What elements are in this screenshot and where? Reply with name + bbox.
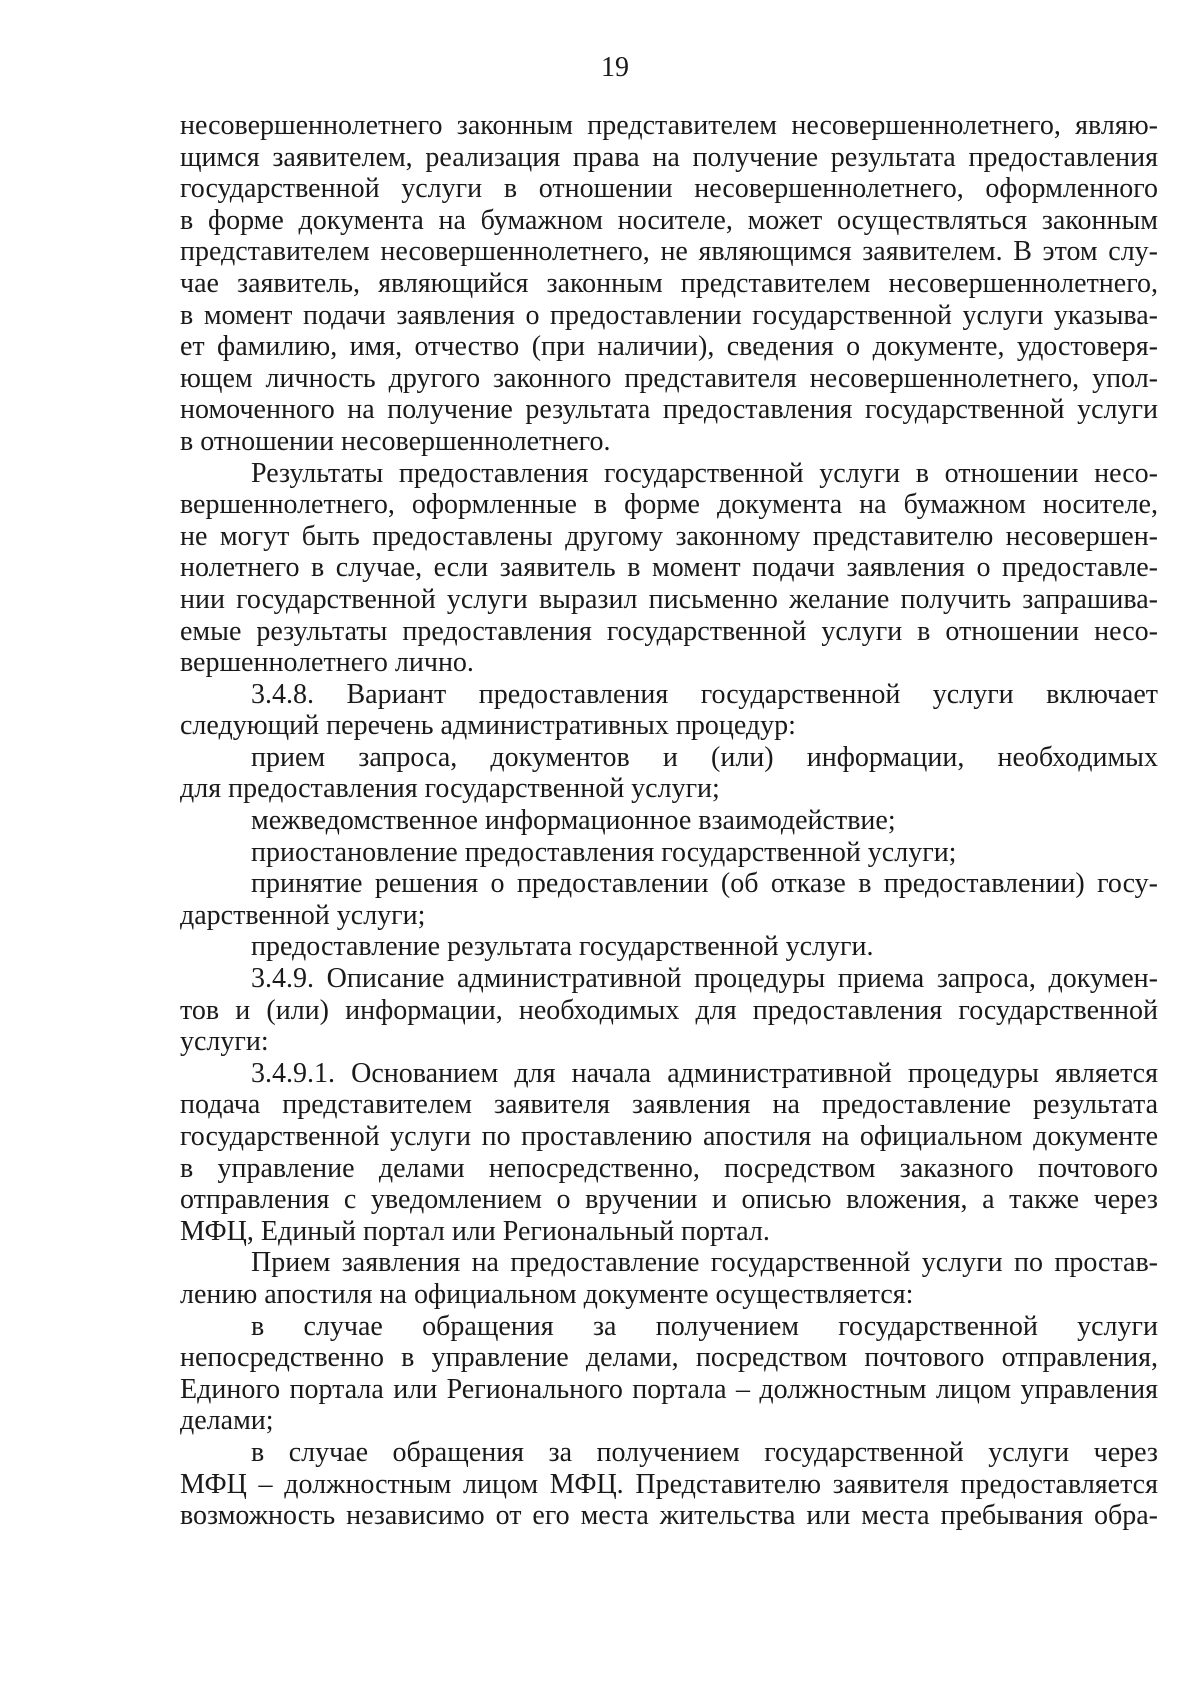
- text-line: 3.4.9.1. Основанием для начала административной процедуры является: [251, 1057, 1158, 1089]
- text-line: чае заявитель, являющийся законным представителем несовершеннолетнего,: [180, 267, 1158, 299]
- text-line: в случае обращения за получением государственной услуги: [251, 1310, 1158, 1342]
- text-line: МФЦ – должностным лицом МФЦ. Представителю заявителя предоставляется: [180, 1468, 1158, 1500]
- text-line: следующий перечень административных процедур:: [180, 710, 796, 742]
- text-line: Единого портала или Регионального портала – должностным лицом управления: [180, 1373, 1158, 1405]
- text-line: вершеннолетнего, оформленные в форме документа на бумажном носителе,: [180, 489, 1158, 521]
- text-line: щимся заявителем, реализация права на получение результата предоставления: [180, 141, 1158, 173]
- text-line: несовершеннолетнего законным представителем несовершеннолетнего, являю-: [180, 110, 1158, 141]
- text-line: тов и (или) информации, необходимых для предоставления государственной: [180, 994, 1158, 1026]
- text-line: в отношении несовершеннолетнего.: [180, 425, 611, 457]
- text-line: емые результаты предоставления государственной услуги в отношении несо-: [180, 615, 1158, 647]
- text-line: приостановление предоставления государственной услуги;: [251, 836, 957, 868]
- document-body: [180, 110, 1158, 1532]
- text-line: подача представителем заявителя заявления на предоставление результата: [180, 1089, 1158, 1121]
- text-line: принятие решения о предоставлении (об отказе в предоставлении) госу-: [251, 868, 1158, 900]
- text-line: государственной услуги в отношении несовершеннолетнего, оформленного: [180, 173, 1158, 205]
- text-line: дарственной услуги;: [180, 899, 426, 931]
- text-line: непосредственно в управление делами, посредством почтового отправления,: [180, 1342, 1158, 1374]
- text-line: не могут быть предоставлены другому законному представителю несовершен-: [180, 520, 1158, 552]
- text-line: для предоставления государственной услуги;: [180, 773, 720, 805]
- text-line: МФЦ, Единый портал или Региональный портал.: [180, 1215, 770, 1247]
- text-line: возможность независимо от его места жительства или места пребывания обра-: [180, 1500, 1158, 1532]
- text-line: в момент подачи заявления о предоставлении государственной услуги указыва-: [180, 299, 1158, 331]
- text-line: ющем личность другого законного представителя несовершеннолетнего, упол-: [180, 362, 1158, 394]
- text-line: нии государственной услуги выразил письменно желание получить запрашива-: [180, 583, 1158, 615]
- text-line: ет фамилию, имя, отчество (при наличии), сведения о документе, удостоверя-: [180, 331, 1158, 363]
- text-line: государственной услуги по проставлению апостиля на официальном документе: [180, 1121, 1158, 1152]
- text-line: в управление делами непосредственно, посредством заказного почтового: [180, 1152, 1158, 1184]
- text-line: 3.4.9. Описание административной процедуры приема запроса, докумен-: [251, 963, 1158, 995]
- text-line: нолетнего в случае, если заявитель в момент подачи заявления о предоставле-: [180, 552, 1158, 584]
- text-line: лению апостиля на официальном документе осуществляется:: [180, 1278, 914, 1310]
- text-line: Результаты предоставления государственной услуги в отношении несо-: [251, 457, 1158, 489]
- text-line: 3.4.8. Вариант предоставления государственной услуги включает: [251, 678, 1158, 710]
- text-line: номоченного на получение результата предоставления государственной услуги: [180, 394, 1158, 426]
- text-line: делами;: [180, 1405, 274, 1437]
- text-line: представителем несовершеннолетнего, не являющимся заявителем. В этом слу-: [180, 236, 1158, 268]
- text-line: в форме документа на бумажном носителе, может осуществляться законным: [180, 204, 1158, 236]
- text-line: вершеннолетнего лично.: [180, 647, 474, 679]
- page-number: 19: [601, 52, 629, 83]
- text-line: прием запроса, документов и (или) информации, необходимых: [251, 741, 1158, 773]
- text-line: услуги:: [180, 1026, 269, 1058]
- text-line: в случае обращения за получением государственной услуги через: [251, 1436, 1158, 1468]
- text-line: отправления с уведомлением о вручении и описью вложения, а также через: [180, 1184, 1158, 1216]
- text-line: Прием заявления на предоставление государственной услуги по простав-: [251, 1247, 1158, 1279]
- text-line: межведомственное информационное взаимодействие;: [251, 805, 896, 837]
- text-line: предоставление результата государственной услуги.: [251, 931, 874, 963]
